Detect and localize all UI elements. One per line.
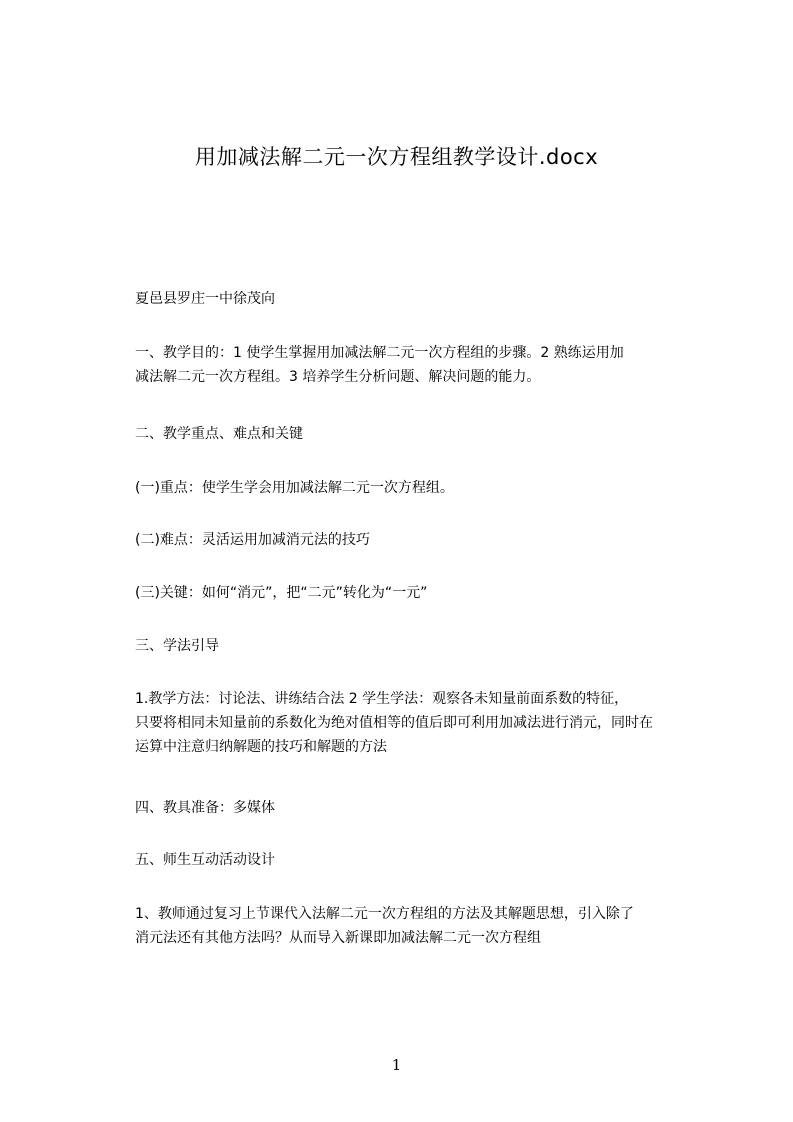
paragraph-line: 运算中注意归纳解题的技巧和解题的方法 xyxy=(135,739,387,755)
paragraph-line: (三)关键：如何“消元”，把“二元”转化为“一元” xyxy=(135,585,428,601)
paragraph-line: 消元法还有其他方法吗？从而导入新课即加减法解二元一次方程组 xyxy=(135,930,541,946)
heading-teaching-aids xyxy=(135,796,710,820)
paragraph-line: 三、学法引导 xyxy=(135,638,219,654)
paragraph-teaching-objectives xyxy=(135,341,710,389)
paragraph-focus xyxy=(135,476,710,500)
paragraph-teaching-method xyxy=(135,687,710,759)
paragraph-line: 1.教学方法：讨论法、讲练结合法 2 学生学法：观察各未知量前面系数的特征， xyxy=(135,691,629,707)
paragraph-line: 夏邑县罗庄一中徐茂向 xyxy=(135,291,275,307)
paragraph-line: 减法解二元一次方程组。3 培养学生分析问题、解决问题的能力。 xyxy=(135,369,541,385)
paragraph-line: (一)重点：使学生学会用加减法解二元一次方程组。 xyxy=(135,480,454,496)
document-title: 用加减法解二元一次方程组教学设计.docx xyxy=(194,145,599,169)
paragraph-key xyxy=(135,581,710,605)
paragraph-line: 一、教学目的：1 使学生掌握用加减法解二元一次方程组的步骤。2 熟练运用加 xyxy=(135,345,624,361)
heading-activity-design xyxy=(135,848,710,872)
heading-key-points xyxy=(135,422,710,446)
paragraph-activity-1 xyxy=(135,902,710,950)
heading-study-guide xyxy=(135,634,710,658)
paragraph-line: (二)难点：灵活运用加减消元法的技巧 xyxy=(135,532,370,548)
paragraph-difficulty xyxy=(135,528,710,552)
paragraph-line: 五、师生互动活动设计 xyxy=(135,852,275,868)
paragraph-line: 只要将相同未知量前的系数化为绝对值相等的值后即可利用加减法进行消元，同时在 xyxy=(135,715,653,731)
page-number: 1 xyxy=(391,1056,402,1074)
paragraph-line: 四、教具准备：多媒体 xyxy=(135,800,275,816)
paragraph-line: 1、教师通过复习上节课代入法解二元一次方程组的方法及其解题思想，引入除了 xyxy=(135,906,634,922)
author-line xyxy=(135,287,710,311)
paragraph-line: 二、教学重点、难点和关键 xyxy=(135,426,303,442)
